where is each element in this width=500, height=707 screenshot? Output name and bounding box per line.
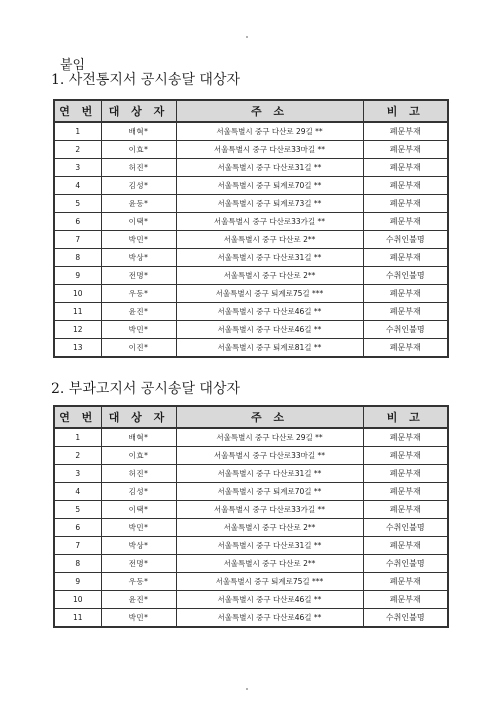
target-name: 박상* [101,249,176,267]
target-name: 이효* [101,447,176,465]
target-name: 윤진* [101,591,176,609]
address: 서울특별시 중구 다산로33마길 ** [176,447,363,465]
remark: 수취인불명 [363,555,448,573]
table-row [54,483,448,501]
remark: 폐문부재 [363,159,448,177]
row-number: 1 [54,428,101,447]
table-header-row [54,100,448,122]
row-number: 4 [54,177,101,195]
target-name: 이택* [101,213,176,231]
table-row [54,555,448,573]
target-name: 윤동* [101,195,176,213]
section1-table-body [54,122,448,357]
target-name: 우동* [101,285,176,303]
remark: 폐문부재 [363,483,448,501]
address: 서울특별시 중구 다산로33가길 ** [176,501,363,519]
target-name: 박상* [101,537,176,555]
table-row [54,231,448,249]
section2-table-body [54,428,448,627]
remark: 폐문부재 [363,537,448,555]
target-name: 허진* [101,159,176,177]
table-header-row [54,406,448,428]
target-name: 우동* [101,573,176,591]
remark: 폐문부재 [363,428,448,447]
row-number: 10 [54,591,101,609]
table-row [54,447,448,465]
address: 서울특별시 중구 다산로 2** [176,231,363,249]
row-number: 3 [54,465,101,483]
remark: 수취인불명 [363,231,448,249]
target-name: 전명* [101,267,176,285]
header-remark: 비 고 [363,406,448,428]
remark: 폐문부재 [363,465,448,483]
target-name: 김성* [101,483,176,501]
table-row [54,122,448,141]
table-row [54,519,448,537]
address: 서울특별시 중구 다산로46길 ** [176,609,363,628]
remark: 수취인불명 [363,267,448,285]
remark: 폐문부재 [363,177,448,195]
target-name: 박민* [101,519,176,537]
address: 서울특별시 중구 다산로 29길 ** [176,428,363,447]
target-name: 허진* [101,465,176,483]
address: 서울특별시 중구 다산로31길 ** [176,537,363,555]
row-number: 1 [54,122,101,141]
section1-table [53,99,449,358]
table-row [54,321,448,339]
remark: 폐문부재 [363,285,448,303]
address: 서울특별시 중구 퇴계로75길 *** [176,285,363,303]
remark: 폐문부재 [363,501,448,519]
section2-table [53,405,449,628]
target-name: 배혁* [101,428,176,447]
address: 서울특별시 중구 다산로 29길 ** [176,122,363,141]
table-row [54,428,448,447]
table-row [54,303,448,321]
address: 서울특별시 중구 퇴계로70길 ** [176,483,363,501]
table-row [54,249,448,267]
row-number: 7 [54,231,101,249]
target-name: 김성* [101,177,176,195]
remark: 폐문부재 [363,339,448,358]
scan-speck [246,688,248,690]
table-row [54,141,448,159]
remark: 폐문부재 [363,122,448,141]
row-number: 6 [54,213,101,231]
table-row [54,285,448,303]
header-address: 주 소 [176,100,363,122]
remark: 폐문부재 [363,591,448,609]
address: 서울특별시 중구 다산로31길 ** [176,465,363,483]
address: 서울특별시 중구 퇴계로70길 ** [176,177,363,195]
remark: 폐문부재 [363,249,448,267]
row-number: 8 [54,249,101,267]
row-number: 5 [54,195,101,213]
address: 서울특별시 중구 다산로33마길 ** [176,141,363,159]
row-number: 4 [54,483,101,501]
row-number: 10 [54,285,101,303]
table-row [54,195,448,213]
address: 서울특별시 중구 퇴계로75길 *** [176,573,363,591]
table-row [54,609,448,628]
header-target: 대 상 자 [101,406,176,428]
remark: 폐문부재 [363,141,448,159]
row-number: 11 [54,303,101,321]
target-name: 박민* [101,321,176,339]
table-row [54,339,448,358]
table-row [54,537,448,555]
address: 서울특별시 중구 다산로46길 ** [176,303,363,321]
address: 서울특별시 중구 다산로31길 ** [176,249,363,267]
table-row [54,465,448,483]
row-number: 11 [54,609,101,628]
table-row [54,591,448,609]
annex-title: 붙임 [60,58,86,73]
address: 서울특별시 중구 다산로33가길 ** [176,213,363,231]
address: 서울특별시 중구 다산로31길 ** [176,159,363,177]
table-row [54,267,448,285]
row-number: 8 [54,555,101,573]
target-name: 박민* [101,609,176,628]
table-row [54,573,448,591]
table-row [54,177,448,195]
address: 서울특별시 중구 다산로46길 ** [176,591,363,609]
target-name: 윤진* [101,303,176,321]
row-number: 9 [54,267,101,285]
remark: 폐문부재 [363,303,448,321]
row-number: 13 [54,339,101,358]
remark: 수취인불명 [363,321,448,339]
row-number: 2 [54,447,101,465]
remark: 수취인불명 [363,519,448,537]
row-number: 2 [54,141,101,159]
address: 서울특별시 중구 다산로 2** [176,519,363,537]
address: 서울특별시 중구 다산로 2** [176,267,363,285]
row-number: 7 [54,537,101,555]
row-number: 3 [54,159,101,177]
table-row [54,501,448,519]
target-name: 박민* [101,231,176,249]
header-target: 대 상 자 [101,100,176,122]
target-name: 이진* [101,339,176,358]
header-address: 주 소 [176,406,363,428]
address: 서울특별시 중구 퇴계로81길 ** [176,339,363,358]
address: 서울특별시 중구 다산로 2** [176,555,363,573]
address: 서울특별시 중구 퇴계로73길 ** [176,195,363,213]
target-name: 이택* [101,501,176,519]
remark: 폐문부재 [363,213,448,231]
remark: 수취인불명 [363,609,448,628]
table-row [54,159,448,177]
target-name: 전명* [101,555,176,573]
target-name: 배혁* [101,122,176,141]
scan-speck [246,36,248,38]
address: 서울특별시 중구 다산로46길 ** [176,321,363,339]
row-number: 5 [54,501,101,519]
header-remark: 비 고 [363,100,448,122]
row-number: 9 [54,573,101,591]
target-name: 이효* [101,141,176,159]
row-number: 12 [54,321,101,339]
section1-title: 1. 사전통지서 공시송달 대상자 [51,72,240,88]
header-no: 연 번 [54,100,101,122]
header-no: 연 번 [54,406,101,428]
row-number: 6 [54,519,101,537]
remark: 폐문부재 [363,195,448,213]
remark: 폐문부재 [363,447,448,465]
table-row [54,213,448,231]
remark: 폐문부재 [363,573,448,591]
section2-title: 2. 부과고지서 공시송달 대상자 [51,381,240,397]
